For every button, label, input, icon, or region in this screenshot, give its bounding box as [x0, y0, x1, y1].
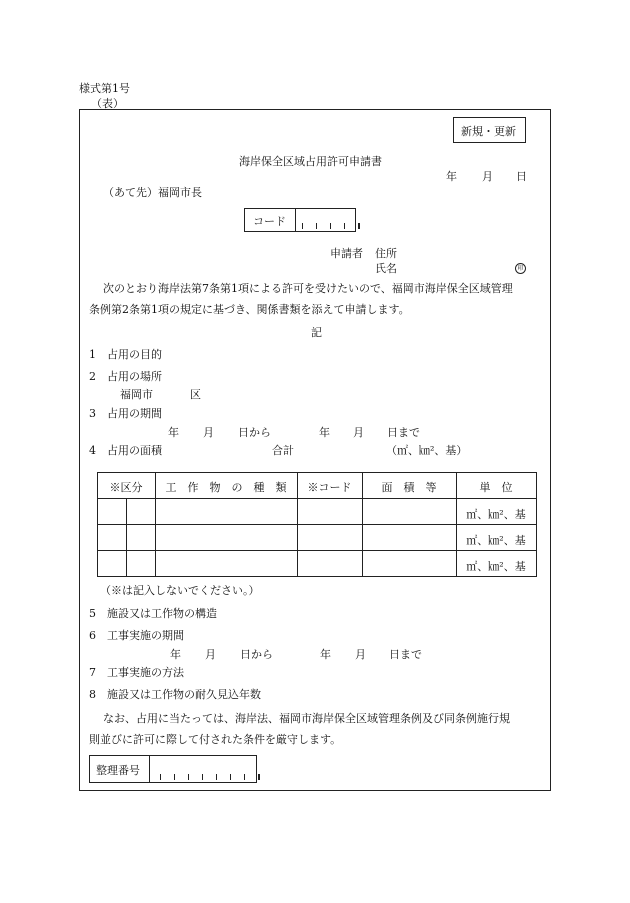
- item-period: 3 占用の期間: [89, 407, 162, 420]
- new-renew-label: 新規・更新: [461, 125, 516, 138]
- work-period-month-2: 月: [355, 648, 366, 661]
- form-side: （表）: [91, 97, 124, 110]
- unit-cell-row-1: ㎡、㎞²、基: [466, 508, 526, 521]
- ki-heading: 記: [311, 326, 322, 339]
- seal-mark: [515, 260, 526, 274]
- item-work-method: 7 工事実施の方法: [89, 666, 184, 679]
- period-to: 日まで: [387, 426, 420, 439]
- code-label: コード: [253, 215, 286, 228]
- period-year: 年: [168, 426, 179, 439]
- work-period-month: 月: [205, 648, 216, 661]
- work-period-from: 日から: [240, 648, 273, 661]
- item-place: 2 占用の場所: [89, 370, 162, 383]
- date-day[interactable]: 日: [516, 170, 527, 183]
- period-from: 日から: [238, 426, 271, 439]
- control-number-box[interactable]: [89, 755, 257, 783]
- closing-line-1: なお、占用に当たっては、海岸法、福岡市海岸保全区域管理条例及び同条例施行規: [103, 712, 510, 725]
- area-units: （㎡、㎞²、基）: [386, 444, 468, 457]
- item-area: 4 占用の面積: [89, 444, 162, 457]
- new-renew-box[interactable]: [453, 117, 526, 143]
- place-city: 福岡市: [120, 388, 153, 401]
- code-box[interactable]: [244, 208, 356, 232]
- unit-cell-row-2: ㎡、㎞²、基: [466, 534, 526, 547]
- control-number-label: 整理番号: [96, 764, 140, 777]
- code-label-cell: [245, 209, 296, 231]
- date-year[interactable]: 年: [446, 170, 457, 183]
- table-note: （※は記入しないでください。）: [100, 584, 260, 597]
- intro-line-1: 次のとおり海岸法第7条第1項による許可を受けたいので、福岡市海岸保全区域管理: [103, 282, 513, 295]
- header-code: ※コード: [307, 481, 352, 494]
- item-purpose: 1 占用の目的: [89, 348, 162, 361]
- seal-icon: 印: [515, 263, 526, 274]
- applicant-address-label[interactable]: 住所: [375, 247, 397, 260]
- form-title: 海岸保全区域占用許可申請書: [239, 155, 382, 168]
- applicant-label: 申請者: [330, 247, 363, 260]
- form-number: 様式第1号: [79, 82, 130, 95]
- area-table: [97, 472, 537, 577]
- work-period-year-2: 年: [320, 648, 331, 661]
- place-ward: 区: [190, 388, 201, 401]
- work-period-year: 年: [170, 648, 181, 661]
- header-category: ※区分: [109, 481, 143, 494]
- header-area: 面 積 等: [381, 481, 437, 494]
- control-number-label-cell: [90, 756, 150, 782]
- applicant-name-label[interactable]: 氏名: [375, 262, 397, 275]
- item-work-period: 6 工事実施の期間: [89, 629, 184, 642]
- intro-line-2: 条例第2条第1項の規定に基づき、関係書類を添えて申請します。: [89, 303, 410, 316]
- closing-line-2: 則並びに許可に際して付された条件を厳守します。: [89, 733, 342, 746]
- header-unit: 単 位: [479, 481, 513, 494]
- header-structure-type: 工 作 物 の 種 類: [165, 481, 287, 494]
- item-durability: 8 施設又は工作物の耐久見込年数: [89, 688, 261, 701]
- control-number-ticks: [160, 774, 260, 780]
- period-year-2: 年: [319, 426, 330, 439]
- area-total: 合計: [272, 444, 294, 457]
- code-ticks: [302, 223, 360, 229]
- period-month-2: 月: [353, 426, 364, 439]
- unit-cell-row-3: ㎡、㎞²、基: [466, 560, 526, 573]
- addressee: （あて先）福岡市長: [103, 186, 202, 199]
- date-month[interactable]: 月: [482, 170, 493, 183]
- period-month: 月: [203, 426, 214, 439]
- work-period-to: 日まで: [389, 648, 422, 661]
- item-structure: 5 施設又は工作物の構造: [89, 607, 217, 620]
